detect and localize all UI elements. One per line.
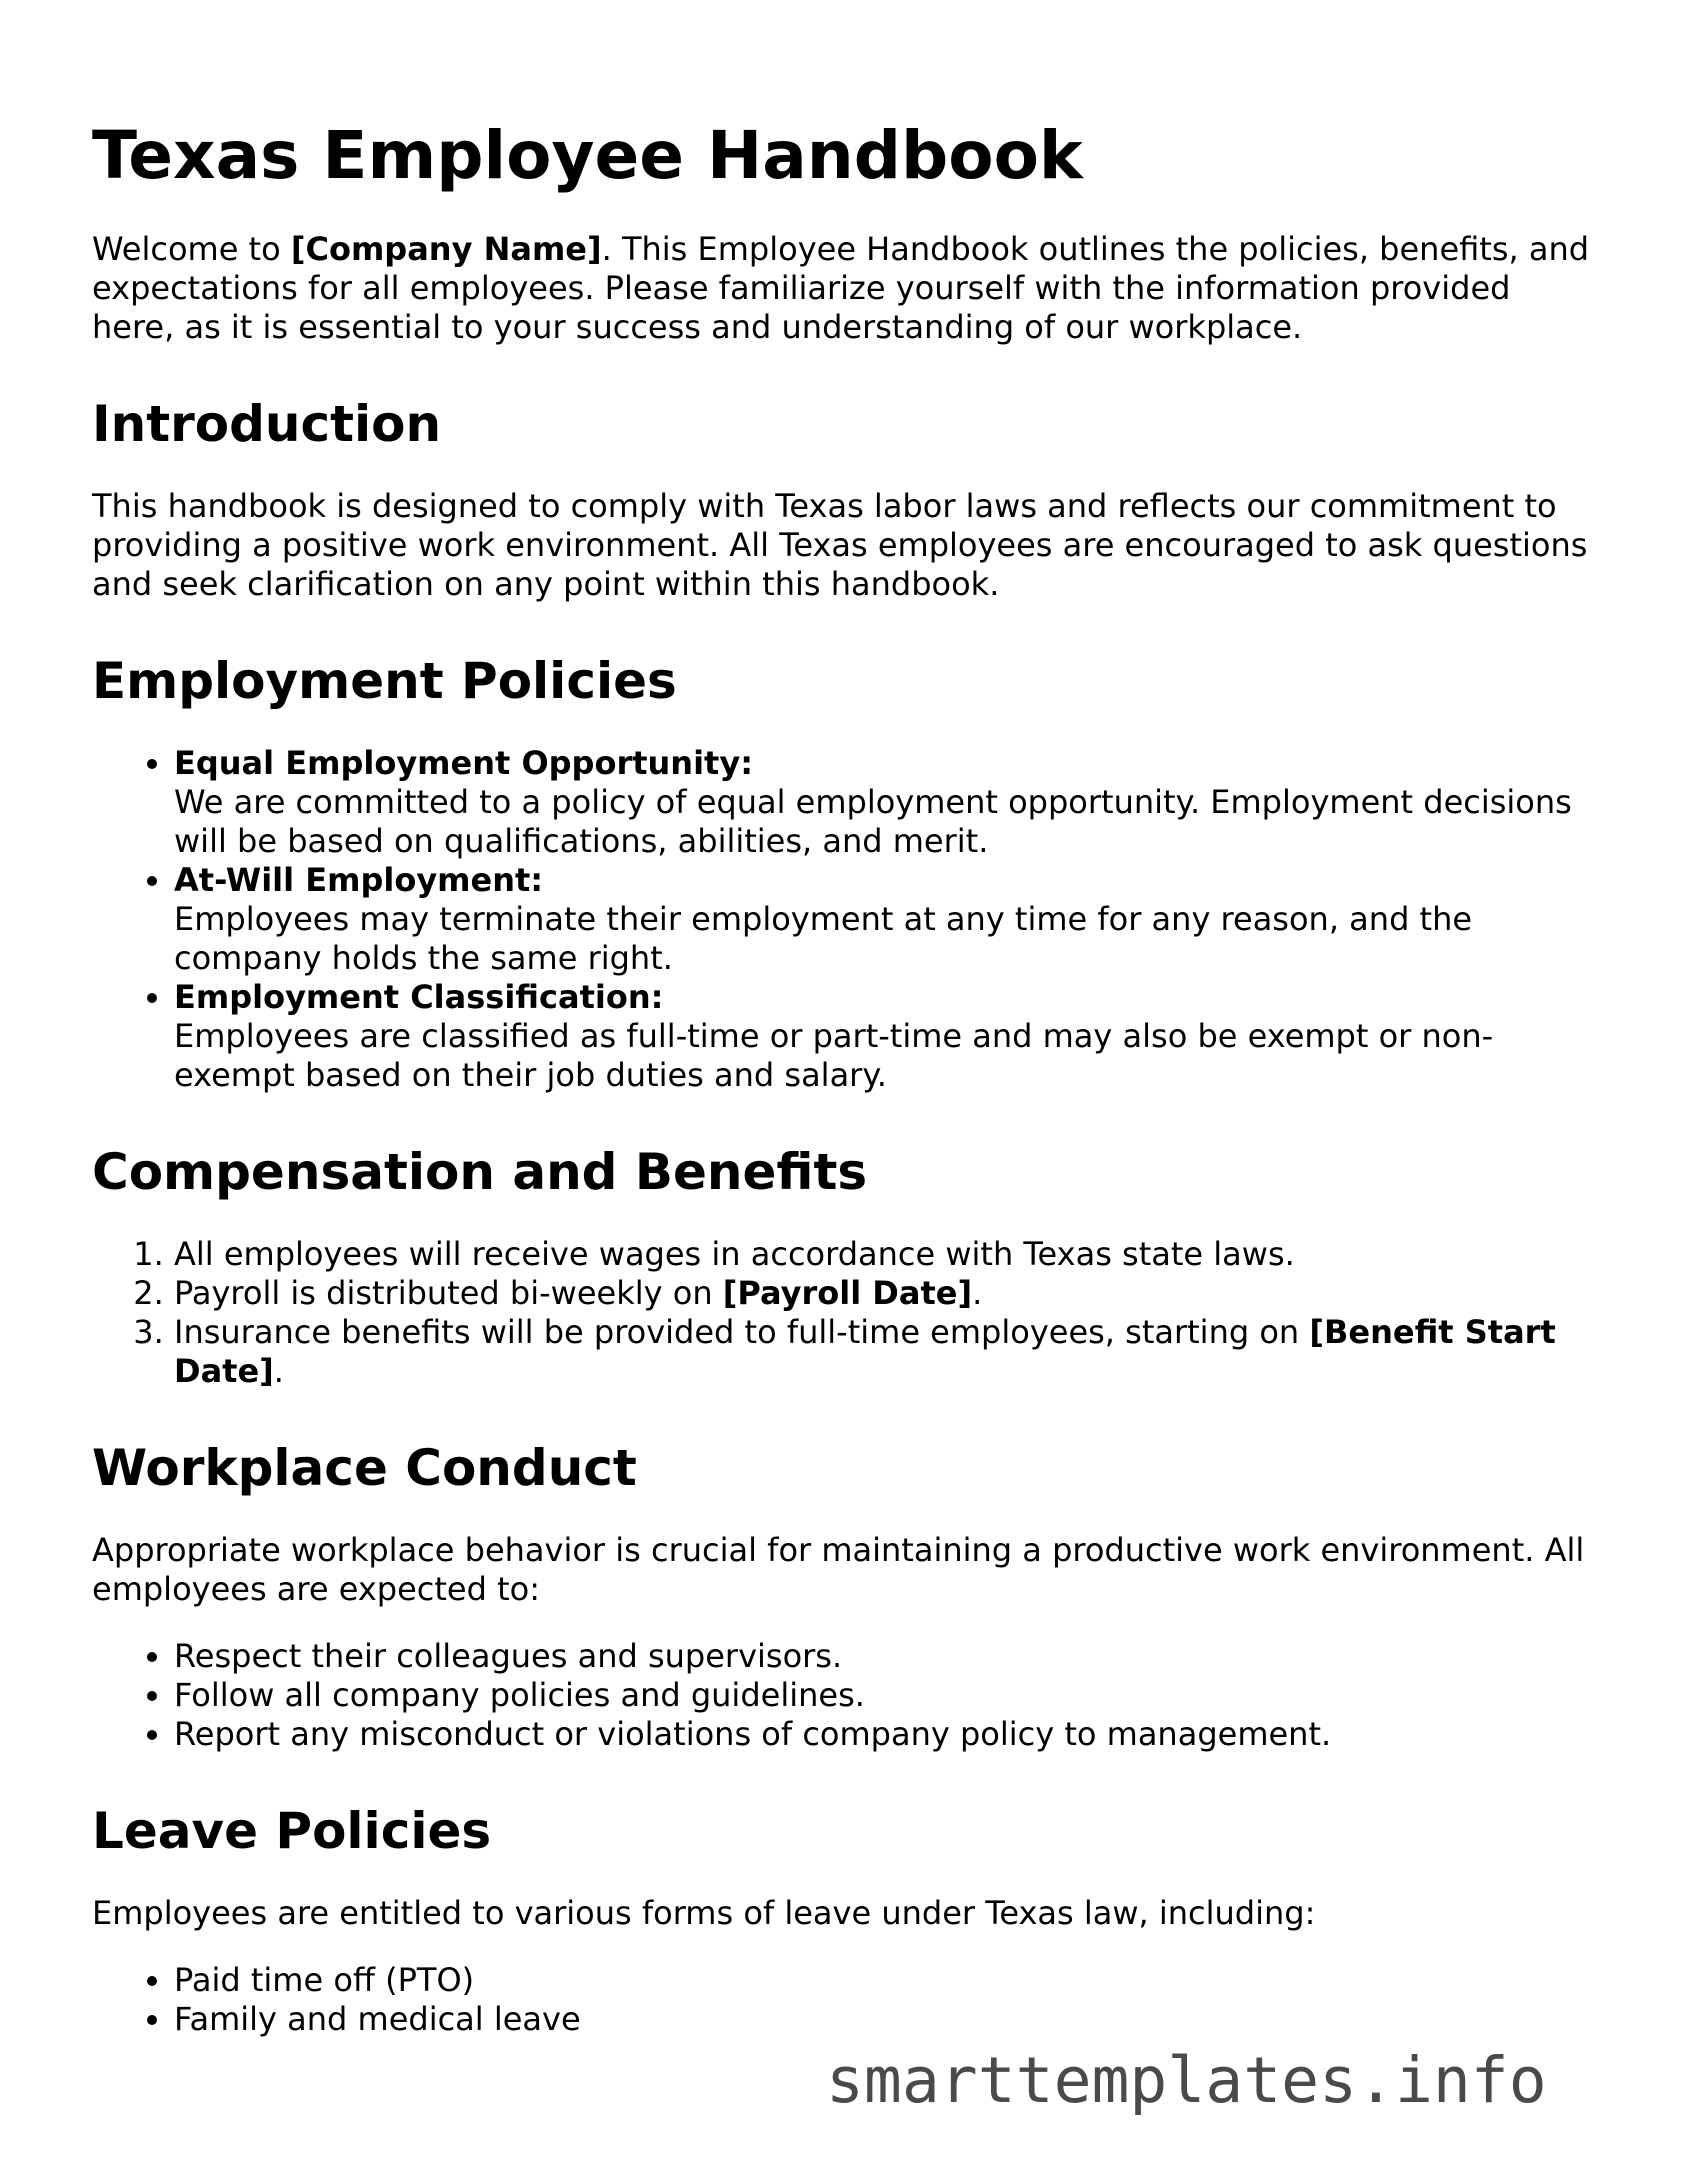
list-item [174, 1313, 1592, 1391]
welcome-paragraph [92, 230, 1592, 347]
list-item: • Follow all company policies and guidelines. [174, 1676, 1592, 1715]
list-item [174, 978, 1592, 1095]
conduct-list [92, 1637, 1592, 1754]
page-title: Texas Employee Handbook [92, 117, 1083, 194]
welcome-prefix: Welcome to [92, 230, 291, 268]
employment-policies-list [92, 744, 1592, 1095]
watermark: smarttemplates.info [826, 2044, 1547, 2117]
document-body [92, 112, 1592, 2039]
company-name-placeholder: [Company Name] [290, 230, 602, 268]
benefit-suffix: . [273, 1352, 284, 1390]
welcome-suffix: . This Employee Handbook outlines the policies, benefits, and expectations for all employees. Please familiarize yourself with the information provided here, as it is essential to your success and understanding of our workplace. [92, 230, 1590, 346]
list-item: • Respect their colleagues and supervisors. [174, 1637, 1592, 1676]
introduction-paragraph: This handbook is designed to comply with Texas labor laws and reflects our commitment to providing a positive work environment. All Texas employees are encouraged to ask questions and seek clarification on any point within this handbook. [92, 487, 1588, 603]
section-heading-introduction: Introduction [92, 395, 442, 453]
conduct-intro: Appropriate workplace behavior is crucial for maintaining a productive work environment. All employees are expected to: [92, 1531, 1585, 1608]
benefit-prefix: Insurance benefits will be provided to full-time employees, starting on [174, 1313, 1310, 1351]
section-heading-employment-policies: Employment Policies [92, 652, 677, 710]
list-item: 1. All employees will receive wages in accordance with Texas state laws. [174, 1235, 1592, 1274]
payroll-prefix: Payroll is distributed bi-weekly on [174, 1274, 723, 1312]
policy-title: At-Will Employment: [174, 861, 544, 899]
list-item: • Paid time off (PTO) [174, 1961, 1592, 2000]
section-heading-compensation: Compensation and Benefits [92, 1143, 868, 1201]
compensation-list [92, 1235, 1592, 1391]
list-item [174, 744, 1592, 861]
policy-text: Employees are classified as full-time or part-time and may also be exempt or non-exempt based on their job duties and salary. [174, 1017, 1494, 1094]
leave-intro: Employees are entitled to various forms of leave under Texas law, including: [92, 1894, 1316, 1932]
policy-title: Employment Classification: [174, 978, 664, 1016]
payroll-suffix: . [972, 1274, 983, 1312]
list-item [174, 861, 1592, 978]
payroll-date-placeholder: [Payroll Date] [722, 1274, 973, 1312]
section-heading-leave-policies: Leave Policies [92, 1802, 492, 1860]
list-item: • Report any misconduct or violations of company policy to management. [174, 1715, 1592, 1754]
leave-list [92, 1961, 1592, 2039]
policy-text: We are committed to a policy of equal employment opportunity. Employment decisions will be based on qualifications, abilities, and merit. [174, 783, 1572, 860]
list-item [174, 1274, 1592, 1313]
benefit-start-date-placeholder: [Benefit Start Date] [174, 1313, 1556, 1390]
list-item: • Family and medical leave [174, 2000, 1592, 2039]
policy-text: Employees may terminate their employment at any time for any reason, and the company holds the same right. [174, 900, 1473, 977]
policy-title: Equal Employment Opportunity: [174, 744, 753, 782]
section-heading-workplace-conduct: Workplace Conduct [92, 1439, 637, 1497]
